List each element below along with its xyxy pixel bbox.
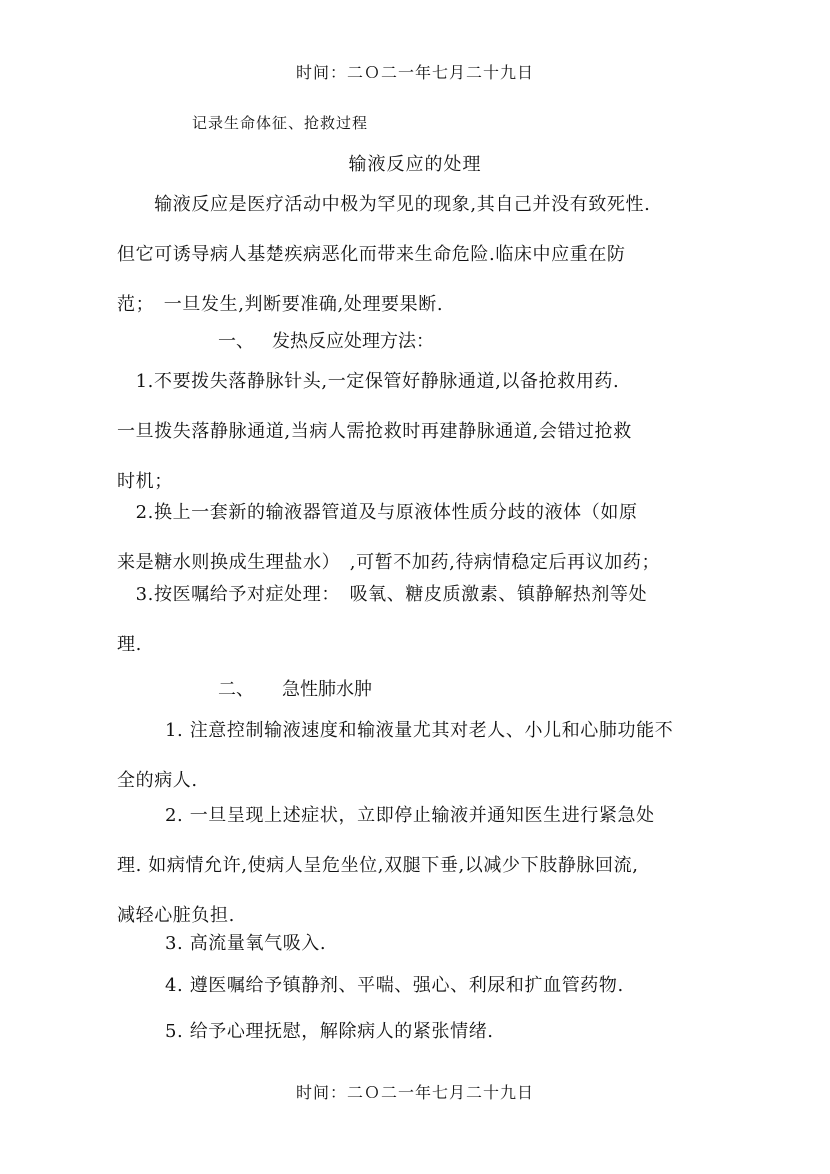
section2-item-line: 2. 一旦呈现上述症状，立即停止输液并通知医生进行紧急处 — [165, 805, 655, 826]
intro-line: 但它可诱导病人基楚疾病恶化而带来生命危险.临床中应重在防 — [117, 244, 626, 265]
section1-item-1 — [117, 357, 717, 507]
section1-item-line: 理. — [117, 634, 142, 655]
intro-line: 输液反应是医疗活动中极为罕见的现象,其自己并没有致死性. — [117, 194, 651, 215]
document-title: 输液反应的处理 — [348, 154, 482, 175]
section1-item-3 — [117, 570, 717, 670]
section2-item-line: 5. 给予心理抚慰，解除病人的紧张情绪. — [165, 1021, 494, 1042]
section2-title: 急性肺水肿 — [282, 679, 372, 700]
section2-item-line: 4. 遵医嘱给予镇静剂、平喘、强心、利尿和扩血管药物. — [165, 975, 624, 996]
section1-item-line: 来是糖水则换成生理盐水） ,可暂不加药,待病情稳定后再议加药； — [117, 552, 661, 573]
section2-item-line: 全的病人. — [117, 770, 198, 791]
section2-item-line: 1. 注意控制输液速度和输液量尤其对老人、小儿和心肺功能不 — [165, 720, 674, 741]
section1-number: 一、 — [218, 331, 254, 352]
page-footer-date: 时间：二Ｏ二一年七月二十九日 — [295, 1083, 534, 1102]
section1-item-line: 2.换上一套新的输液器管道及与原液体性质分歧的液体（如原 — [117, 502, 638, 523]
intro-paragraph — [117, 180, 717, 330]
section2-number: 二、 — [218, 679, 254, 700]
section2-item-line: 3. 高流量氧气吸入. — [165, 933, 327, 954]
note-line: 记录生命体征、抢救过程 — [192, 114, 369, 132]
intro-line: 范； 一旦发生,判断要准确,处理要果断. — [117, 294, 444, 315]
section2-item-4 — [165, 961, 725, 1011]
section1-item-line: 3.按医嘱给予对症处理： 吸氧、糖皮质激素、镇静解热剂等处 — [117, 584, 648, 605]
section2-item-line: 减轻心脏负担. — [117, 905, 235, 926]
page-header-date: 时间：二Ｏ二一年七月二十九日 — [295, 63, 534, 82]
section1-item-line: 一旦拨失落静脉通道,当病人需抢救时再建静脉通道,会错过抢救 — [117, 421, 632, 442]
section1-item-line: 1.不要拨失落静脉针头,一定保管好静脉通道,以备抢救用药. — [117, 371, 620, 392]
section1-title: 发热反应处理方法： — [272, 331, 434, 352]
section1-item-line: 时机； — [117, 471, 173, 492]
section2-item-line: 理. 如病情允许,使病人呈危坐位,双腿下垂,以减少下肢静脉回流, — [117, 855, 639, 876]
section2-item-5 — [165, 1007, 725, 1057]
